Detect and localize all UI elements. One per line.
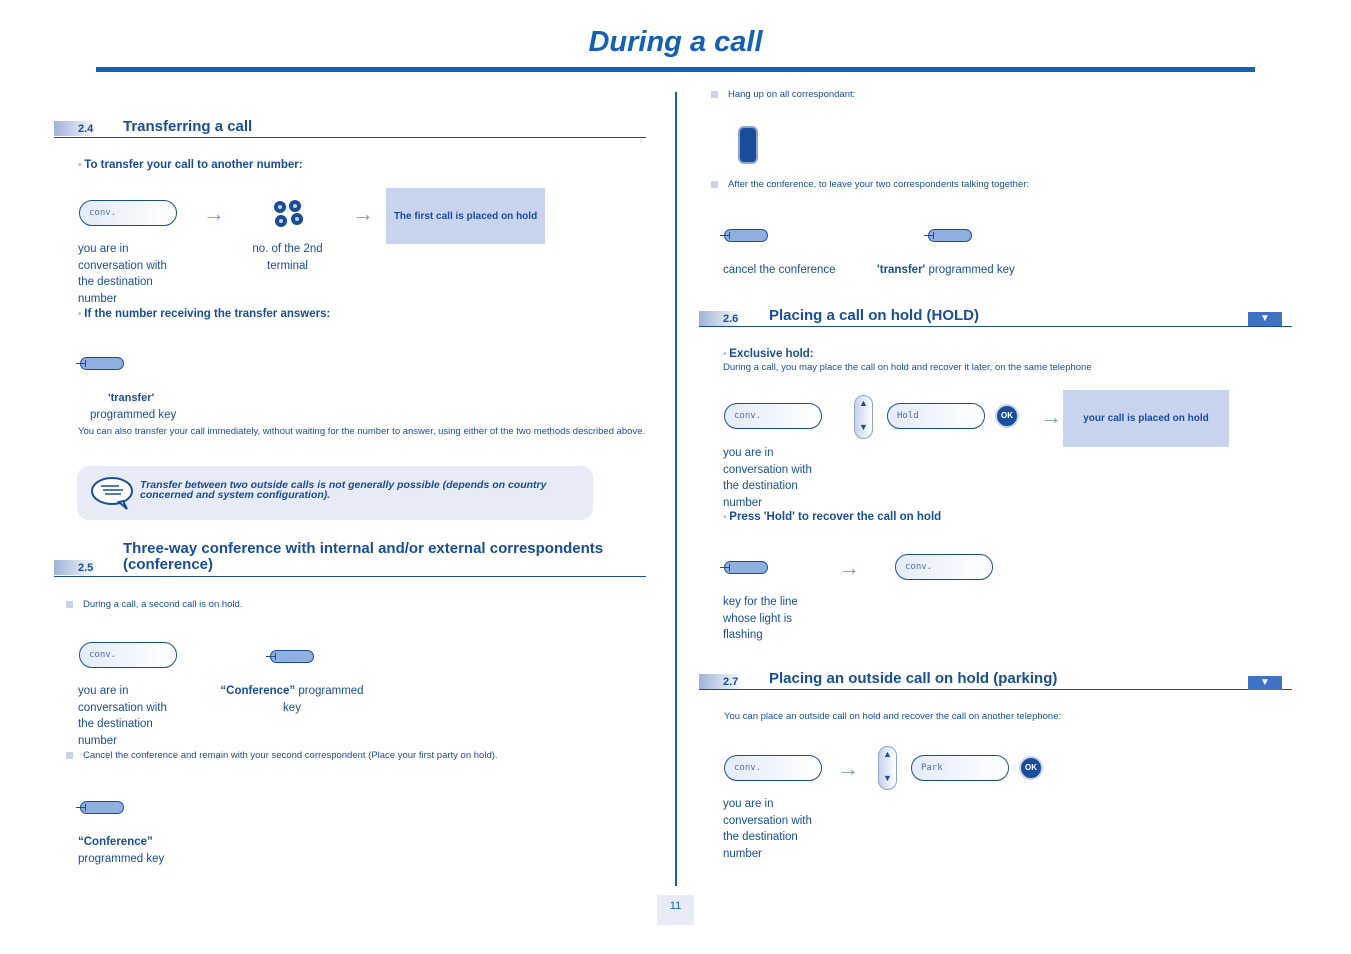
bullet-square <box>711 181 718 188</box>
section-underline <box>699 326 1292 327</box>
subheading: • Exclusive hold: <box>723 348 814 360</box>
arrow-icon: → <box>1040 404 1062 429</box>
body-text: You can also transfer your call immediately, without waiting for the number to answer, using either of the two methods described above. <box>78 426 646 437</box>
key-label: programmed key <box>90 409 177 421</box>
arrow-icon: → <box>203 201 225 226</box>
ok-button[interactable]: OK <box>1019 756 1043 780</box>
line-key[interactable] <box>724 561 768 574</box>
section-underline <box>699 689 1292 690</box>
arrow-icon: → <box>838 555 860 580</box>
info-box: your call is placed on hold <box>1063 390 1229 447</box>
body-text: Hang up on all correspondant: <box>728 89 856 100</box>
keypad-icon <box>271 199 305 229</box>
speech-bubble-icon <box>89 475 135 511</box>
section-title: Placing an outside call on hold (parking) <box>769 670 1058 687</box>
arrow-icon: → <box>837 756 859 781</box>
body-text: During a call, a second call is on hold. <box>83 599 243 610</box>
section-title: Three-way conference with internal and/or external correspondents (conference) <box>123 540 604 573</box>
bullet-square <box>66 601 73 608</box>
conference-key[interactable] <box>270 650 314 663</box>
display-screen: Hold <box>887 403 985 429</box>
display-screen: conv. <box>79 200 177 226</box>
section-title: Placing a call on hold (HOLD) <box>769 307 980 324</box>
display-screen: conv. <box>724 403 822 429</box>
caption: no. of the 2nd terminal <box>252 243 323 272</box>
section-number: 2.6 <box>699 311 743 326</box>
display-screen: Park <box>911 755 1009 781</box>
title-rule <box>96 67 1255 72</box>
conference-key[interactable] <box>80 801 124 814</box>
caption: 'transfer' programmed key <box>877 264 1015 276</box>
bullet-square <box>66 752 73 759</box>
caption: you are in conversation with the destination number <box>723 447 812 509</box>
navigator-icon[interactable]: ▲ ▼ <box>854 395 873 439</box>
note-text: Transfer between two outside calls is not generally possible (depends on country concerned and system configuration). <box>140 479 547 501</box>
caption: you are in conversation with the destination number <box>723 798 812 860</box>
caption: “Conference” programmed key <box>78 836 165 865</box>
page-number: 11 <box>657 895 694 925</box>
hang-up-icon[interactable] <box>738 126 758 164</box>
arrow-icon: → <box>352 201 374 226</box>
column-divider <box>675 92 677 886</box>
subheading: • Press 'Hold' to recover the call on hold <box>723 511 942 523</box>
section-title: Transferring a call <box>123 118 253 135</box>
display-screen: conv. <box>724 755 822 781</box>
body-text: After the conference, to leave your two correspondents talking together: <box>728 179 1030 190</box>
info-box: The first call is placed on hold <box>386 188 545 244</box>
section-number: 2.7 <box>699 674 743 689</box>
transfer-key[interactable] <box>928 229 972 242</box>
display-screen: conv. <box>79 642 177 668</box>
caption: you are in conversation with the destination number <box>78 685 167 747</box>
body-text: Cancel the conference and remain with your second correspondent (Place your first party on hold). <box>83 750 498 761</box>
programmed-key[interactable] <box>724 229 768 242</box>
navigator-icon[interactable]: ▲ ▼ <box>878 746 897 790</box>
bullet-square <box>711 91 718 98</box>
key-label: 'transfer' <box>108 392 155 404</box>
body-text: You can place an outside call on hold and recover the call on another telephone: <box>724 711 1062 722</box>
caption: “Conference” programmed key <box>220 685 364 714</box>
caption: key for the line whose light is flashing <box>723 596 798 641</box>
section-number: 2.5 <box>54 560 98 575</box>
section-number: 2.4 <box>54 121 98 136</box>
section-underline <box>54 576 646 577</box>
caption: you are in conversation with the destination number <box>78 243 167 305</box>
subheading: • To transfer your call to another number: <box>78 159 303 171</box>
next-page-tab[interactable]: ▼ <box>1248 676 1282 690</box>
ok-button[interactable]: OK <box>995 404 1019 428</box>
programmed-key[interactable] <box>80 357 124 370</box>
body-text: During a call, you may place the call on hold and recover it later, on the same telephone <box>723 362 1092 373</box>
display-screen: conv. <box>895 554 993 580</box>
page-title: During a call <box>588 26 763 58</box>
subheading: • If the number receiving the transfer answers: <box>78 308 331 320</box>
section-underline <box>54 137 646 138</box>
caption: cancel the conference <box>723 264 836 276</box>
next-page-tab[interactable]: ▼ <box>1248 312 1282 326</box>
